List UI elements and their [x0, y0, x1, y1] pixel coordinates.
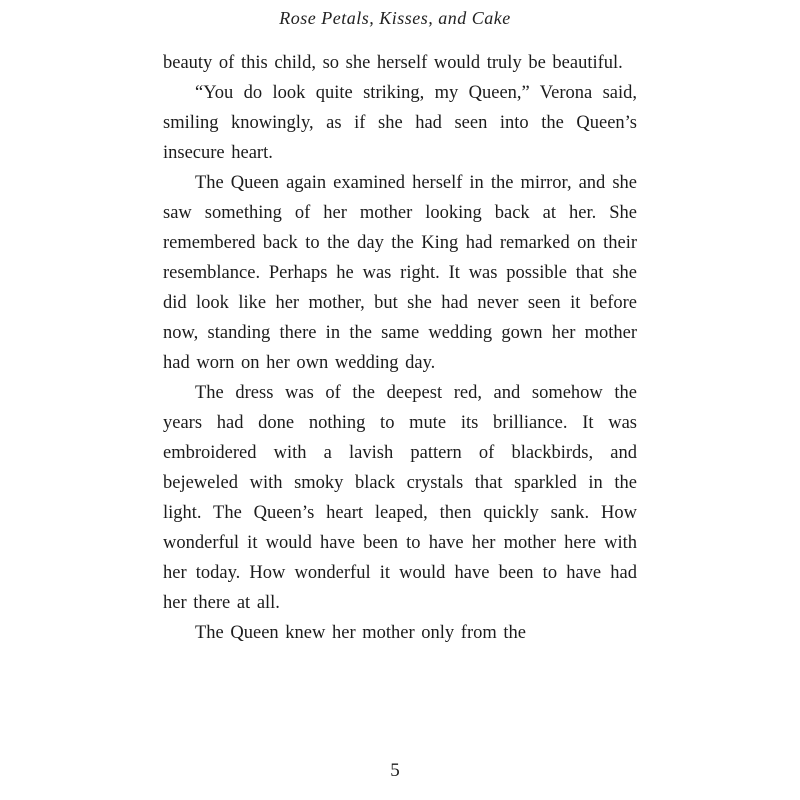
- page-number: 5: [390, 760, 400, 781]
- running-head: Rose Petals, Kisses, and Cake: [279, 8, 511, 28]
- paragraph: The Queen knew her mother only from the: [195, 623, 526, 643]
- paragraph: The dress was of the deepest red, and somehow the years had done nothing to mute its brilliance. It was embroidered with a lavish pattern of blackbirds, and bejeweled with smoky black crystals that sparkled in the light. The Queen’s heart leaped, then quickly sank. How wonderful it would have been to have her mother here with her today. How wonderful it would have been to have had her there at all.: [163, 383, 637, 613]
- paragraph: The Queen again examined herself in the mirror, and she saw something of her mother looking back at her. She remembered back to the day the King had remarked on their resemblance. Perhaps he was right. It was possible that she did look like her mother, but she had never seen it before now, standing there in the same wedding gown her mother had worn on her own wedding day.: [163, 173, 637, 373]
- paragraph: beauty of this child, so she herself would truly be beautiful.: [163, 53, 623, 73]
- paragraph: “You do look quite striking, my Queen,” Verona said, smiling knowingly, as if she had seen into the Queen’s insecure heart.: [163, 83, 637, 163]
- body-text: [163, 48, 637, 648]
